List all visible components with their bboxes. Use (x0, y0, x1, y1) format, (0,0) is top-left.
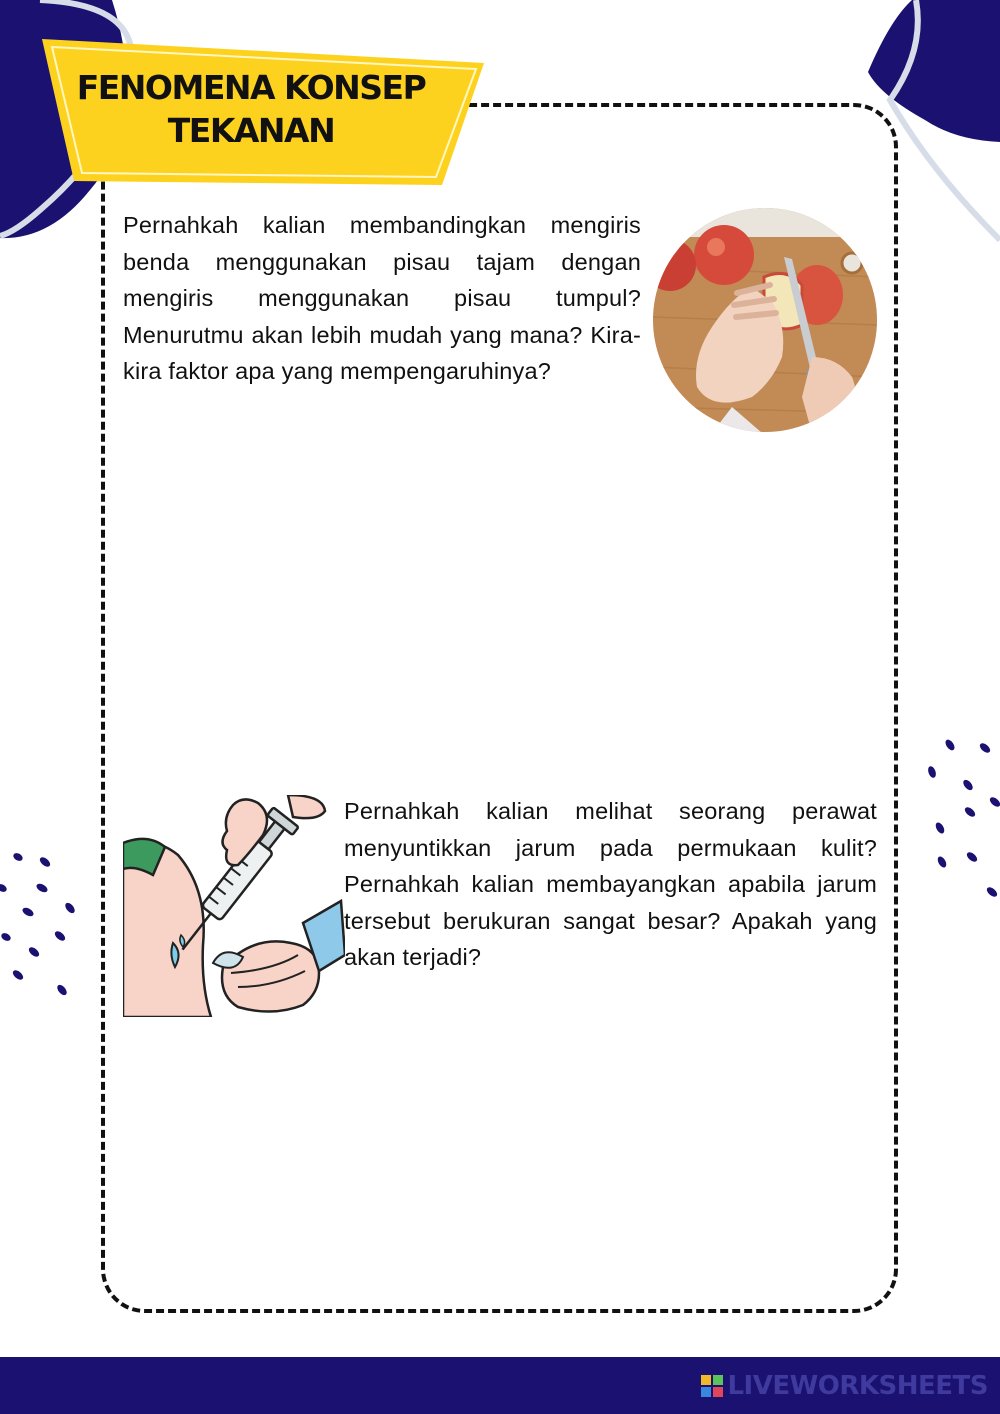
apple-slicing-photo (652, 207, 878, 433)
liveworksheets-logo-icon (701, 1375, 723, 1397)
footer-bar (0, 1357, 1000, 1414)
page-title (66, 66, 436, 152)
question-paragraph-needle: Pernahkah kalian melihat seorang perawat menyuntikkan jarum pada permukaan kulit? Pernahkah kalian membayangkan apabila jarum tersebut berukuran sangat besar? Apakah yang akan terjadi? (344, 798, 877, 970)
title-line-2: TEKANAN (167, 111, 335, 150)
right-dots (927, 738, 1000, 898)
title-line-1: FENOMENA KONSEP (76, 68, 426, 107)
liveworksheets-brand[interactable] (701, 1371, 988, 1401)
brand-name: LIVEWORKSHEETS (727, 1371, 988, 1401)
syringe-injection-illustration (123, 795, 345, 1017)
left-dots (0, 851, 77, 996)
question-paragraph-knife: Pernahkah kalian membandingkan mengiris benda menggunakan pisau tajam dengan mengiris menggunakan pisau tumpul? Menurutmu akan lebih mudah yang mana? Kira-kira faktor apa yang mempengaruhinya? (123, 212, 641, 384)
